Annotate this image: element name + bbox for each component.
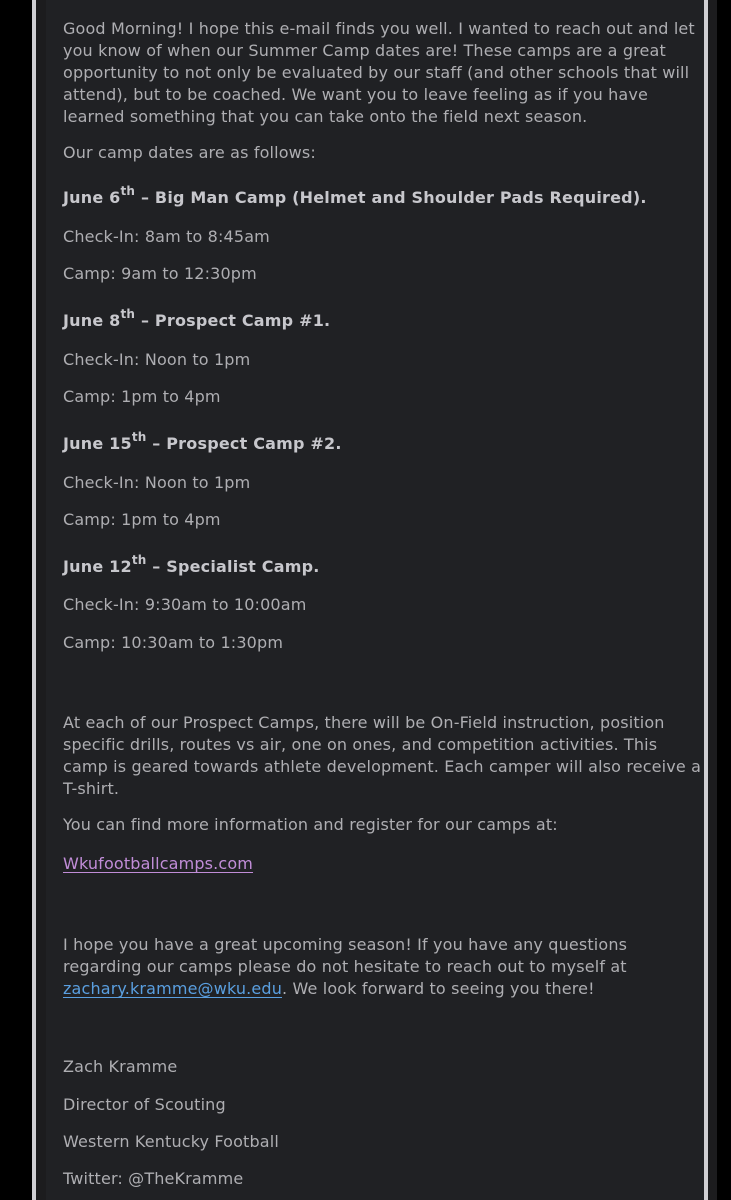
prospect-paragraph xyxy=(63,712,702,800)
camp-heading: June 6th – Big Man Camp (Helmet and Shoulder Pads Required). xyxy=(63,183,647,207)
camp-heading: June 15th – Prospect Camp #2. xyxy=(63,429,342,453)
closing-paragraph xyxy=(63,934,695,1000)
camp-heading: June 8th – Prospect Camp #1. xyxy=(63,306,331,330)
signature-org: Western Kentucky Football xyxy=(63,1132,279,1151)
camp-time: Camp: 10:30am to 1:30pm xyxy=(63,633,284,652)
right-margin xyxy=(717,0,731,1200)
camp-checkin: Check-In: 9:30am to 10:00am xyxy=(63,595,307,614)
camp-checkin: Check-In: Noon to 1pm xyxy=(63,350,251,369)
closing-line: zachary.kramme@wku.edu. We look forward to seeing you there! xyxy=(63,979,595,998)
prospect-line: specific drills, routes vs air, one on ones, and competition activities. This xyxy=(63,735,658,754)
prospect-line: camp is geared towards athlete development. Each camper will also receive a xyxy=(63,757,702,776)
intro-line: learned something that you can take onto the field next season. xyxy=(63,107,588,126)
camp-heading: June 12th – Specialist Camp. xyxy=(63,552,320,576)
website-link[interactable]: Wkufootballcamps.com xyxy=(63,854,254,873)
closing-line: regarding our camps please do not hesitate to reach out to myself at xyxy=(63,957,627,976)
signature-name: Zach Kramme xyxy=(63,1057,178,1076)
camp-time: Camp: 9am to 12:30pm xyxy=(63,264,257,283)
email-address-link[interactable]: zachary.kramme@wku.edu xyxy=(63,979,282,998)
prospect-line: At each of our Prospect Camps, there will be On-Field instruction, position xyxy=(63,713,665,732)
dates-intro: Our camp dates are as follows: xyxy=(63,143,316,162)
camp-checkin: Check-In: Noon to 1pm xyxy=(63,473,251,492)
signature-title: Director of Scouting xyxy=(63,1095,226,1114)
right-quote-rule xyxy=(704,0,708,1200)
camp-time: Camp: 1pm to 4pm xyxy=(63,510,221,529)
website-link-row xyxy=(63,853,695,875)
intro-paragraph xyxy=(63,18,695,128)
intro-line: opportunity to not only be evaluated by our staff (and other schools that will xyxy=(63,63,690,82)
intro-line: Good Morning! I hope this e-mail finds you well. I wanted to reach out and let xyxy=(63,19,695,38)
register-text: You can find more information and register for our camps at: xyxy=(63,815,558,834)
intro-line: you know of when our Summer Camp dates are! These camps are a great xyxy=(63,41,666,60)
left-margin xyxy=(0,0,32,1200)
camp-checkin: Check-In: 8am to 8:45am xyxy=(63,227,270,246)
signature-twitter: Twitter: @TheKramme xyxy=(63,1169,244,1188)
closing-line: I hope you have a great upcoming season! If you have any questions xyxy=(63,935,628,954)
camp-time: Camp: 1pm to 4pm xyxy=(63,387,221,406)
intro-line: attend), but to be coached. We want you to leave feeling as if you have xyxy=(63,85,649,104)
prospect-line: T-shirt. xyxy=(63,779,120,798)
content-gutter xyxy=(36,0,46,1200)
